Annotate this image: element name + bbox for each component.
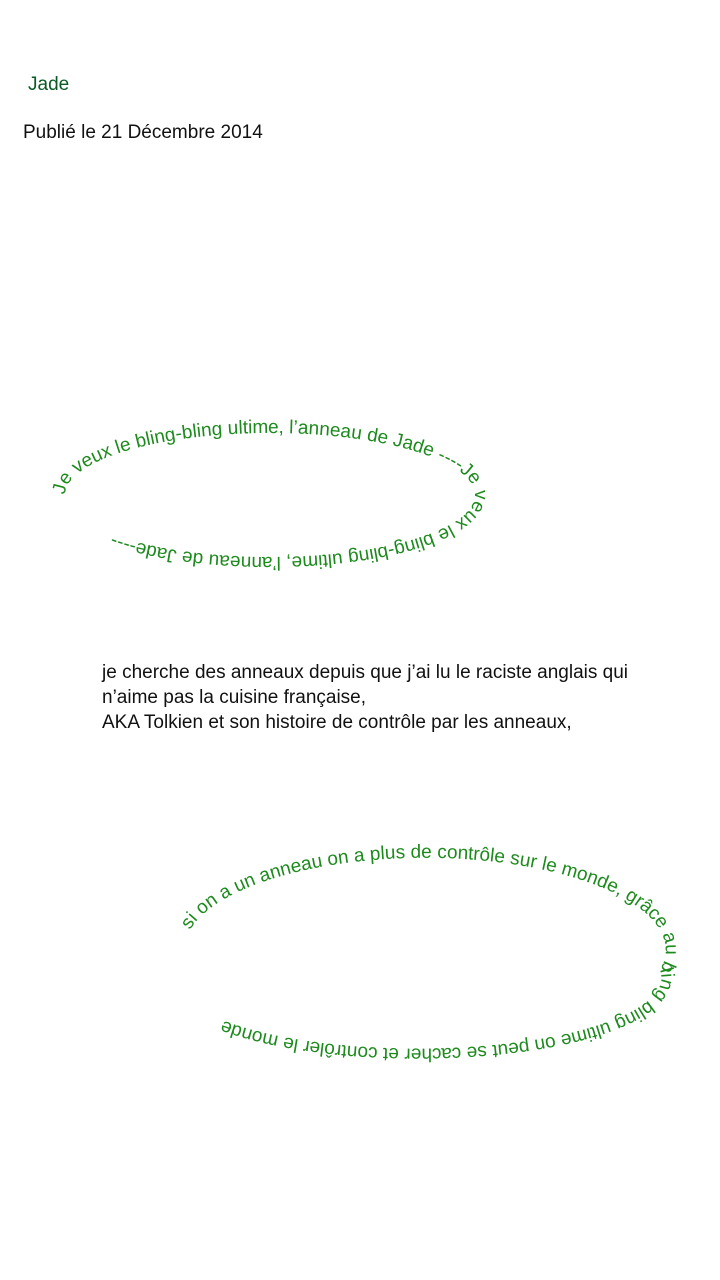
ring-2-textpath: si on a un anneau on a plus de contrôle sur le monde, grâce au bling bling ultime on peut se cacher et contrôler le monde xyxy=(176,841,682,1065)
ring-2-text xyxy=(177,842,682,1065)
paragraph-line-2: n’aime pas la cuisine française, xyxy=(102,687,367,708)
author-name: Jade xyxy=(28,74,70,95)
paragraph-line-3: AKA Tolkien et son histoire de contrôle par les anneaux, xyxy=(102,712,572,733)
publish-date: Publié le 21 Décembre 2014 xyxy=(23,122,263,143)
ring-1-textpath: Je veux le bling-bling ultime, l’anneau de Jade ----Je veux le bling-bling ultime, l’anneau de Jade---- xyxy=(48,416,492,574)
ring-1-text xyxy=(49,417,491,573)
post-paragraph xyxy=(102,660,692,735)
paragraph-line-1: je cherche des anneaux depuis que j’ai lu le raciste anglais qui xyxy=(102,662,629,683)
